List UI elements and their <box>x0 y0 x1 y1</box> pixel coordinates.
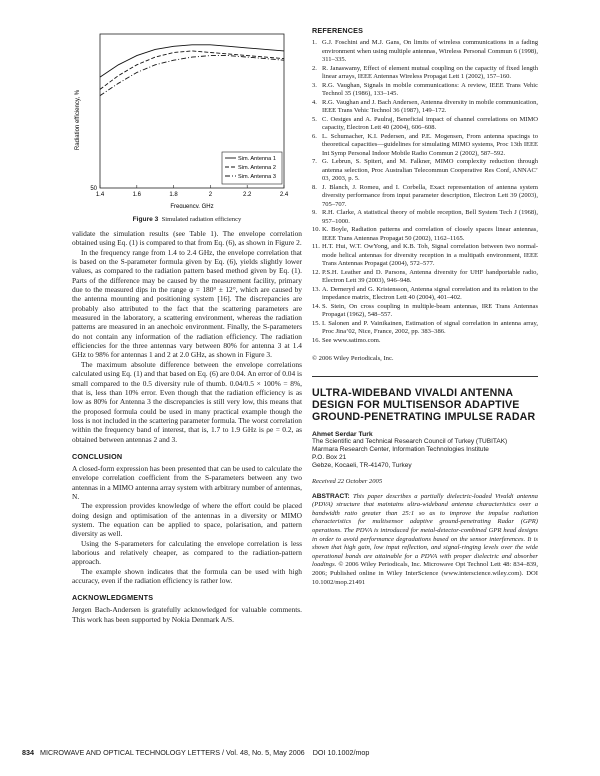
affiliation-line: Marmara Research Center, Information Technologies Institute <box>312 445 489 453</box>
reference-text: S. Stein, On cross coupling in multiple-beam antennas, IRE Trans Antennas Propagat (1962), 548–557. <box>322 302 538 318</box>
reference-item <box>312 116 538 133</box>
paragraph: The expression provides knowledge of where the effort could be placed doing design and optimisation of the antennas in a diversity or MIMO system. The equation can be applied to space, polarisation, and pattern diversity as well. <box>72 501 302 539</box>
paragraph: Using the S-parameters for calculating the envelope correlation is less laborious and relatively cheaper, as compared to the radiation-pattern approach. <box>72 538 302 567</box>
efficiency-chart <box>72 28 302 208</box>
author-name: Ahmet Serdar Turk <box>312 430 373 438</box>
copyright: © 2006 Wiley Periodicals, Inc. <box>312 355 394 362</box>
reference-text: R. Janaswamy, Effect of element mutual coupling on the capacity of fixed length linear arrays, IEEE Antennas Wireless Propagat Lett 1 (2002), 157–160. <box>322 64 538 80</box>
reference-item <box>312 243 538 269</box>
series-line-3 <box>100 56 284 96</box>
reference-item <box>312 39 538 65</box>
reference-item <box>312 337 538 346</box>
reference-text: G.J. Foschini and M.J. Gans, On limits of wireless communications in a fading environment when using multiple antennas, Wireless Personal Commun 6 (1998), 311–335. <box>322 39 538 63</box>
reference-text: L. Schumacher, K.I. Pedersen, and P.E. Mogensen, From antenna spacings to theoretical capacities—guidelines for simulating MIMO systems, Proc 13th IEEE Int Symp Personal Indoor Mobile Radio Commun 2 (2002), 587–592. <box>322 132 538 157</box>
paragraph: The example shown indicates that the formula can be used with high accuracy, even if the radiation efficiency is rather low. <box>72 566 302 586</box>
reference-item <box>312 269 538 286</box>
x-tick-label: 1.4 <box>95 192 105 198</box>
caption-label: Figure 3 <box>132 216 159 223</box>
reference-text: A. Derneryd and G. Kristensson, Antenna signal correlation and its relation to the impedance matrix, Electron Lett 40 (2004), 401–402. <box>322 285 538 301</box>
reference-number: 10. <box>312 226 321 233</box>
reference-item <box>312 320 538 337</box>
page-footer <box>22 748 369 757</box>
y-tick-label: 50 <box>90 186 97 192</box>
legend-label: Sim. Antenna 2 <box>238 165 276 171</box>
reference-item <box>312 184 538 210</box>
reference-item <box>312 82 538 99</box>
affiliation <box>312 438 538 470</box>
reference-item <box>312 226 538 243</box>
left-column <box>72 229 302 624</box>
figure-3 <box>72 28 302 223</box>
affiliation-line: P.O. Box 21 <box>312 453 347 461</box>
x-tick-label: 2 <box>208 192 213 198</box>
reference-number: 3. <box>312 81 317 89</box>
reference-number: 12. <box>312 268 321 276</box>
reference-item <box>312 303 538 320</box>
reference-text: C. Oestges and A. Paulraj, Beneficial impact of channel correlations on MIMO capacity, Electron Lett 40 (2004), 606–608. <box>322 115 538 131</box>
reference-number: 1. <box>312 39 317 46</box>
reference-text: R.G. Vaughan and J. Bach Andersen, Antenna diversity in mobile communication, IEEE Trans Vehic Technol 36 (1987), 149–172. <box>322 98 538 114</box>
affiliation-line: Gebze, Kocaeli, TR-41470, Turkey <box>312 461 412 469</box>
reference-text: K. Boyle, Radiation patterns and correlation of closely spaces linear antennas, IEEE Trans Antennas Propagat 50 (2002), 1162–1165. <box>322 226 538 242</box>
reference-item <box>312 99 538 116</box>
right-column <box>312 26 538 587</box>
journal-info: MICROWAVE AND OPTICAL TECHNOLOGY LETTERS / Vol. 48, No. 5, May 2006 <box>40 748 305 757</box>
reference-text: H.T. Hui, W.T. OwYong, and K.B. Toh, Signal correlation between two normal-mode helical antennas for diversity reception in a multipath environment, IEEE Trans Antennas Propagat (2004), 572–577. <box>322 243 538 267</box>
abstract-tail: © 2006 Wiley Periodicals, Inc. Microwave Opt Technol Lett 48: 834–839, 2006; Published online in Wiley InterScience (www.interscience.wiley.com). DOI 10.1002/mop.21491 <box>312 561 538 586</box>
reference-number: 4. <box>312 98 317 106</box>
legend-label: Sim. Antenna 3 <box>238 174 276 180</box>
reference-text: G. Lebrun, S. Spiteri, and M. Falkner, MIMO complexity reduction through antenna selection, Proc Australian Telecommun Cooperative Res Conf, ANNAC’ 03, 2003, p. 5. <box>322 158 538 182</box>
abstract <box>312 493 538 588</box>
reference-number: 13. <box>312 285 321 293</box>
x-axis-label: Frequency, GHz <box>170 204 214 208</box>
reference-number: 11. <box>312 243 320 250</box>
y-axis-label: Radiation efficiency, % <box>75 89 81 151</box>
paragraph: The maximum absolute difference between the envelope correlations calculated using Eq. (1) and that based on Eq. (6) are 0.04. An error of 0.04 is small compared to the 0.5 diversity rule of thumb. 0.04/0.5 × 100% = 8%, that is, less than 10% error. Even though that the radiation efficiency is as low as 80% for Antenna 3 the discrepancies is still very low, this means that the proposed formula could be used in many practical example though the loss is not included in the scattering parameter formula. The worst correlation within the frequency band of interest, that is, 1.7 to 1.9 GHz is ρe = 0.2, as obtained between antennas 2 and 3. <box>72 359 302 444</box>
reference-number: 14. <box>312 302 321 310</box>
paragraph: Jørgen Bach-Andersen is gratefully acknowledged for valuable comments. This work has been supported by Nokia Denmark A/S. <box>72 605 302 624</box>
doi: DOI 10.1002/mop <box>312 748 370 757</box>
section-heading-acknowledgments: ACKNOWLEDGMENTS <box>72 593 154 603</box>
affiliation-line: The Scientific and Technical Research Council of Turkey (TUBITAK) <box>312 437 508 445</box>
reference-item <box>312 65 538 82</box>
chart-marks <box>100 45 284 184</box>
paragraph: In the frequency range from 1.4 to 2.4 GHz, the envelope correlation that is based on the S-parameter formula given by Eq. (6), yields slightly lower values, as compared to the radiation pattern based method given by Eq. (1). Parts of the difference may be caused by the measurement facility, primary due to the measured dips in the range φ = 180° ± 12°, which are caused by the antenna mounting and positioning system [16]. The discrepancies are probably also attributed to the fact that the scattering parameters are measured in the laboratory, a scattering environment, whereas the radiation patterns are measured in an anechoic environment. Finally, the S-parameters do not contain any information of the radiation efficiency. The radiation efficiencies for the three antennas vary between 80% for antenna 3 at 1.4 GHz to 98% for antennas 1 and 2 at 2.0 GHz, as shown in Figure 3. <box>72 247 302 360</box>
paragraph: A closed-form expression has been presented that can be used to calculate the envelope correlation coefficient from the S-parameters between any two antennas in a MIMO antenna array system with arbitrary number of antennas, N. <box>72 463 302 501</box>
page-number: 834 <box>22 748 34 757</box>
reference-item <box>312 133 538 159</box>
reference-text: R.G. Vaughan, Signals in mobile communications: A review, IEEE Trans Vehic Technol 35 (1986), 133–145. <box>322 81 538 97</box>
x-tick-label: 1.8 <box>169 192 178 198</box>
reference-list <box>312 39 538 345</box>
abstract-text: This paper describes a partially dielectric-loaded Vivaldi antenna (PDVA) structure that maintains ultra-wideband antenna characteristics over a bandwidth ratio greater than 25:1 so as to improve the impulse radiation characteristics for multisensor adaptive ground-penetrating Radar (GPR) operations. The PDVA is introduced for metal-detector-combined GPR head designs in order to avoid performance degradations based on the sensor interferences. It is shown that high gain, low input reflection, and signal-ringing levels over the wide operational bands are attainable for a PDVA with proper dielectric and absorber loadings. <box>312 492 538 569</box>
reference-number: 7. <box>312 158 317 165</box>
abstract-label: ABSTRACT: <box>312 492 350 500</box>
x-tick-label: 2.4 <box>279 192 289 198</box>
reference-text: P.S.H. Leather and D. Parsons, Antenna diversity for UHF handportable radio, Electron Lett 39 (2003), 946–948. <box>322 268 538 284</box>
reference-number: 15. <box>312 319 321 327</box>
reference-number: 5. <box>312 115 317 123</box>
legend-label: Sim. Antenna 1 <box>238 156 276 162</box>
article-title: ULTRA-WIDEBAND VIVALDI ANTENNA DESIGN FOR MULTISENSOR ADAPTIVE GROUND-PENETRATING IMPULSE RADAR <box>312 387 536 424</box>
reference-item <box>312 209 538 226</box>
paragraph: validate the simulation results (see Table 1). The envelope correlation obtained using Eq. (1) is compared to that from Eq. (6), as shown in Figure 2. <box>72 229 302 248</box>
received-date: Received 22 October 2005 <box>312 477 383 485</box>
reference-number: 8. <box>312 183 317 191</box>
reference-number: 16. <box>312 336 321 344</box>
reference-text: See www.satimo.com. <box>322 336 381 344</box>
x-tick-label: 2.2 <box>243 192 252 198</box>
references-heading: REFERENCES <box>312 26 364 35</box>
section-heading-conclusion: CONCLUSION <box>72 451 123 461</box>
reference-text: J. Blanch, J. Romeu, and I. Corbella, Exact representation of antenna system diversity performance from input parameter description, Electron Lett 39 (2003), 705–707. <box>322 183 538 208</box>
reference-text: I. Salonen and P. Vainikainen, Estimation of signal correlation in antenna array, Proc Jina’02, Nice, France, 2002, pp. 383–386. <box>322 319 538 335</box>
reference-number: 6. <box>312 132 317 140</box>
series-line-1 <box>100 45 284 77</box>
x-tick-label: 1.6 <box>132 192 141 198</box>
reference-number: 2. <box>312 64 317 72</box>
reference-item <box>312 286 538 303</box>
caption-text: Simulated radiation efficiency <box>161 216 242 223</box>
reference-text: R.H. Clarke, A statistical theory of mobile reception, Bell System Tech J (1968), 957–1000. <box>322 209 538 225</box>
reference-item <box>312 158 538 184</box>
figure-caption <box>72 216 302 223</box>
reference-number: 9. <box>312 209 317 216</box>
